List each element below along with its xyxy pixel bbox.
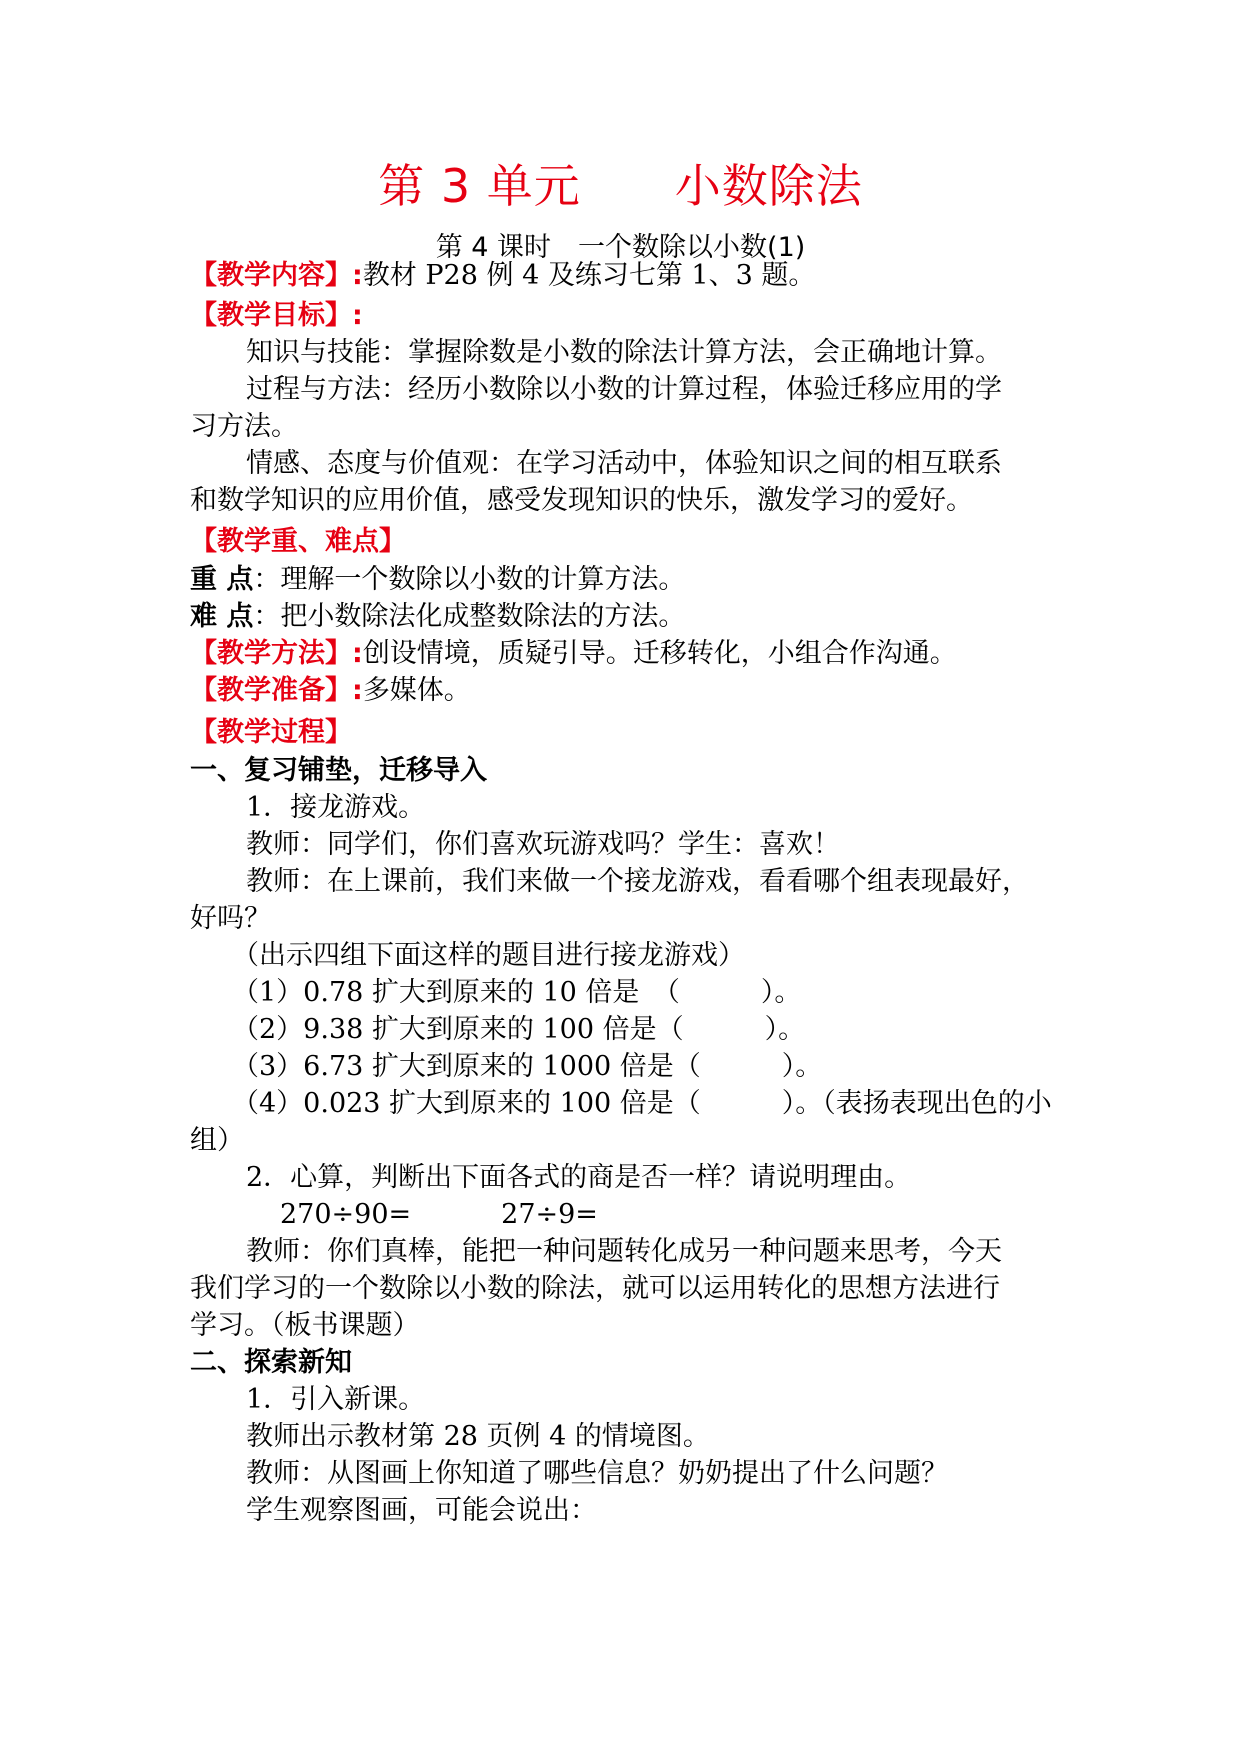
teaching-content-line: [190, 257, 1051, 295]
goal-knowledge: 知识与技能：掌握除数是小数的除法计算方法，会正确地计算。: [246, 337, 1002, 368]
teaching-prep-label: 【教学准备】:: [190, 675, 363, 706]
difficulty-label: 难 点: [190, 601, 254, 632]
unit-title: 第 3 单元 小数除法: [378, 159, 863, 213]
calc-expression-1: 270÷90=: [280, 1199, 412, 1230]
section-2-heading: 二、探索新知: [190, 1347, 352, 1378]
key-difficulty-heading: [190, 523, 1051, 561]
goal-emotion-line-2: 和数学知识的应用价值，感受发现知识的快乐，激发学习的爱好。: [190, 485, 973, 516]
goal-process-line-2: 习方法。: [190, 411, 298, 442]
section-1-dialog-2-line-2: 好吗？: [190, 903, 271, 934]
key-point-line: [190, 561, 1051, 599]
section-2-item-1: 1．引入新课。: [246, 1384, 426, 1415]
section-1-teacher-line-3: 学习。（板书课题）: [190, 1310, 420, 1341]
section-2-line-1: 教师出示教材第 28 页例 4 的情境图。: [246, 1421, 710, 1452]
teaching-goal-label: 【教学目标】:: [190, 300, 363, 331]
section-1-teacher-line-1: 教师：你们真棒，能把一种问题转化成另一种问题来思考，今天: [246, 1236, 1002, 1267]
calc-expression-2: 27÷9=: [501, 1199, 598, 1230]
question-2: （2）9.38 扩大到原来的 100 倍是（ ）。: [232, 1014, 806, 1045]
goal-process-line-1: 过程与方法：经历小数除以小数的计算过程，体验迁移应用的学: [246, 374, 1002, 405]
section-1-dialog-1: 教师：同学们，你们喜欢玩游戏吗？学生：喜欢！: [246, 829, 840, 860]
section-2-line-3: 学生观察图画，可能会说出：: [246, 1495, 597, 1526]
goal-emotion-line-1: 情感、态度与价值观：在学习活动中，体验知识之间的相互联系: [246, 448, 1002, 479]
section-1-heading: 一、复习铺垫，迁移导入: [190, 755, 487, 786]
question-3: （3）6.73 扩大到原来的 1000 倍是（ ）。: [232, 1051, 823, 1082]
difficulty-text: ：把小数除法化成整数除法的方法。: [253, 601, 686, 632]
lesson-title: 第 4 课时 一个数除以小数(1): [435, 232, 806, 263]
teaching-process-label: 【教学过程】: [190, 717, 352, 748]
difficulty-line: [190, 598, 1051, 636]
teaching-process-heading: [190, 714, 1051, 752]
teaching-method-text: 创设情境，质疑引导。迁移转化，小组合作沟通。: [362, 638, 957, 669]
question-1: （1）0.78 扩大到原来的 10 倍是 （ ）。: [232, 977, 802, 1008]
teaching-method-line: [190, 635, 1051, 673]
section-1-dialog-2-line-1: 教师：在上课前，我们来做一个接龙游戏，看看哪个组表现最好，: [246, 866, 1029, 897]
section-1-teacher-line-2: 我们学习的一个数除以小数的除法，就可以运用转化的思想方法进行: [190, 1273, 1000, 1304]
teaching-content-text: 教材 P28 例 4 及练习七第 1、3 题。: [362, 260, 816, 291]
key-point-label: 重 点: [190, 564, 254, 595]
question-4-line-2: 组）: [190, 1125, 244, 1156]
section-1-note: （出示四组下面这样的题目进行接龙游戏）: [232, 940, 745, 971]
teaching-goal-heading: [190, 297, 1051, 335]
question-4-line-1: （4）0.023 扩大到原来的 100 倍是（ ）。（表扬表现出色的小: [232, 1088, 1052, 1119]
key-difficulty-label: 【教学重、难点】: [190, 526, 406, 557]
mental-calc-row: [280, 1196, 1051, 1234]
key-point-text: ：理解一个数除以小数的计算方法。: [253, 564, 686, 595]
section-2-line-2: 教师：从图画上你知道了哪些信息？奶奶提出了什么问题？: [246, 1458, 948, 1489]
section-1-item-2: 2．心算，判断出下面各式的商是否一样？请说明理由。: [246, 1162, 912, 1193]
teaching-method-label: 【教学方法】:: [190, 638, 363, 669]
teaching-prep-line: [190, 672, 1051, 710]
teaching-content-label: 【教学内容】:: [190, 260, 363, 291]
section-1-item-1: 1．接龙游戏。: [246, 792, 426, 823]
teaching-prep-text: 多媒体。: [362, 675, 471, 706]
